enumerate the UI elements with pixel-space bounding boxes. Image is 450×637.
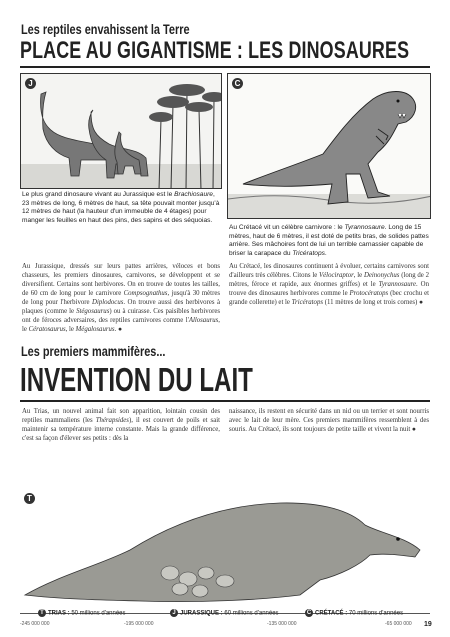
geologic-timeline: [20, 609, 430, 631]
mammal-paragraph-right: naissance, ils restent en sécurité dans un nid ou un terrier et sont nourris avec le lait de leur mère. Ces premiers mammifères ressemblent à des souris. Au Crétacé, ils sont toujours de petite taille et vivent la nuit ●: [229, 408, 429, 433]
section-kicker-2: Les premiers mammifères...: [21, 343, 166, 359]
mammal-illustration: [20, 455, 430, 607]
section-title-2: INVENTION DU LAIT: [20, 361, 253, 398]
title-rule-2: [20, 400, 430, 402]
timeline-item-jurassique: J JURASSIQUE : 60 millions d'années: [170, 609, 279, 617]
cretaceous-badge-icon: C: [232, 78, 243, 89]
timeline-tick: -245 000 000: [20, 621, 50, 627]
section-title: PLACE AU GIGANTISME : LES DINOSAURES: [20, 37, 410, 64]
jurassic-timeline-icon: J: [170, 609, 178, 617]
timeline-item-cretace: C CRÉTACÉ : 70 millions d'années: [306, 610, 404, 617]
jurassic-badge-icon: J: [25, 78, 36, 89]
page-number: 19: [424, 621, 432, 628]
tyrannosaurus-caption: Au Crétacé vit un célèbre carnivore : le Tyrannosaure. Long de 15 mètres, haut de 6 mètres, il est doté de petits bras, de solides pattes arrière. Ses mâchoires font de lui un terrible carnassier capable de briser la carapace du Tricératops.: [229, 224, 429, 257]
tyrannosaurus-illustration: [227, 73, 431, 219]
title-rule: [20, 66, 430, 68]
brachiosaurus-illustration: [20, 73, 222, 189]
triassic-timeline-icon: T: [38, 609, 46, 617]
timeline-item-trias: T TRIAS : 50 millions d'années: [38, 609, 126, 617]
timeline-tick: -195 000 000: [124, 621, 154, 627]
mammal-paragraph-left: Au Trias, un nouvel animal fait son apparition, lointain cousin des reptiles mammaliens (les Thérapsides), il est couvert de poils et sait maintenir sa température interne constante. Mais la grande différence, c'est sa façon d'élever ses petits : dès la: [22, 408, 220, 442]
timeline-tick: -65 000 000: [385, 621, 412, 627]
timeline-tick: -135 000 000: [267, 621, 297, 627]
triassic-badge-icon: T: [24, 493, 35, 504]
cretaceous-paragraph: Au Crétacé, les dinosaures continuent à évoluer, certains carnivores sont d'ailleurs très célèbres. Citons le Vélociraptor, le Deinonychus (long de 2 mètres, féroce et rapide, aux énormes griffes) et le Tyrannosaure. On trouve des dinosaures herbivores comme le Protocératops (bec crochu et grande collerette) et le Tricératops (11 mètres de long et trois cornes) ●: [229, 263, 429, 306]
cretaceous-timeline-icon: C: [306, 610, 312, 616]
brachiosaurus-caption: Le plus grand dinosaure vivant au Jurassique est le Brachiosaure, 23 mètres de long, 6 mètres de haut, sa tête pouvait monter jusqu'à 12 mètres de haut (la hauteur d'un immeuble de 4 étages) pour manger les feuilles en haut des pins, des sapins et des séquoias.: [22, 191, 220, 224]
jurassic-paragraph: Au Jurassique, dressés sur leurs pattes arrières, véloces et bons chasseurs, les premiers dinosaures, carnivores, se développent et se diversifient. Certains sont herbivores. On en trouve de toutes les tailles, de 60 cm de long pour le carnivore Compsognathus, jusqu'à 30 mètres de long pour l'herbivore Diplodocus. On trouve aussi des herbivores à plaques (comme le Stégosaurus) ou à cuirasse. Ces paisibles herbivores ont de féroces adversaires, des reptiles carnivores comme l'Allosaurus, le Cératosaurus, le Mégalosaurus. ●: [22, 263, 220, 333]
section-kicker: Les reptiles envahissent la Terre: [21, 21, 190, 37]
